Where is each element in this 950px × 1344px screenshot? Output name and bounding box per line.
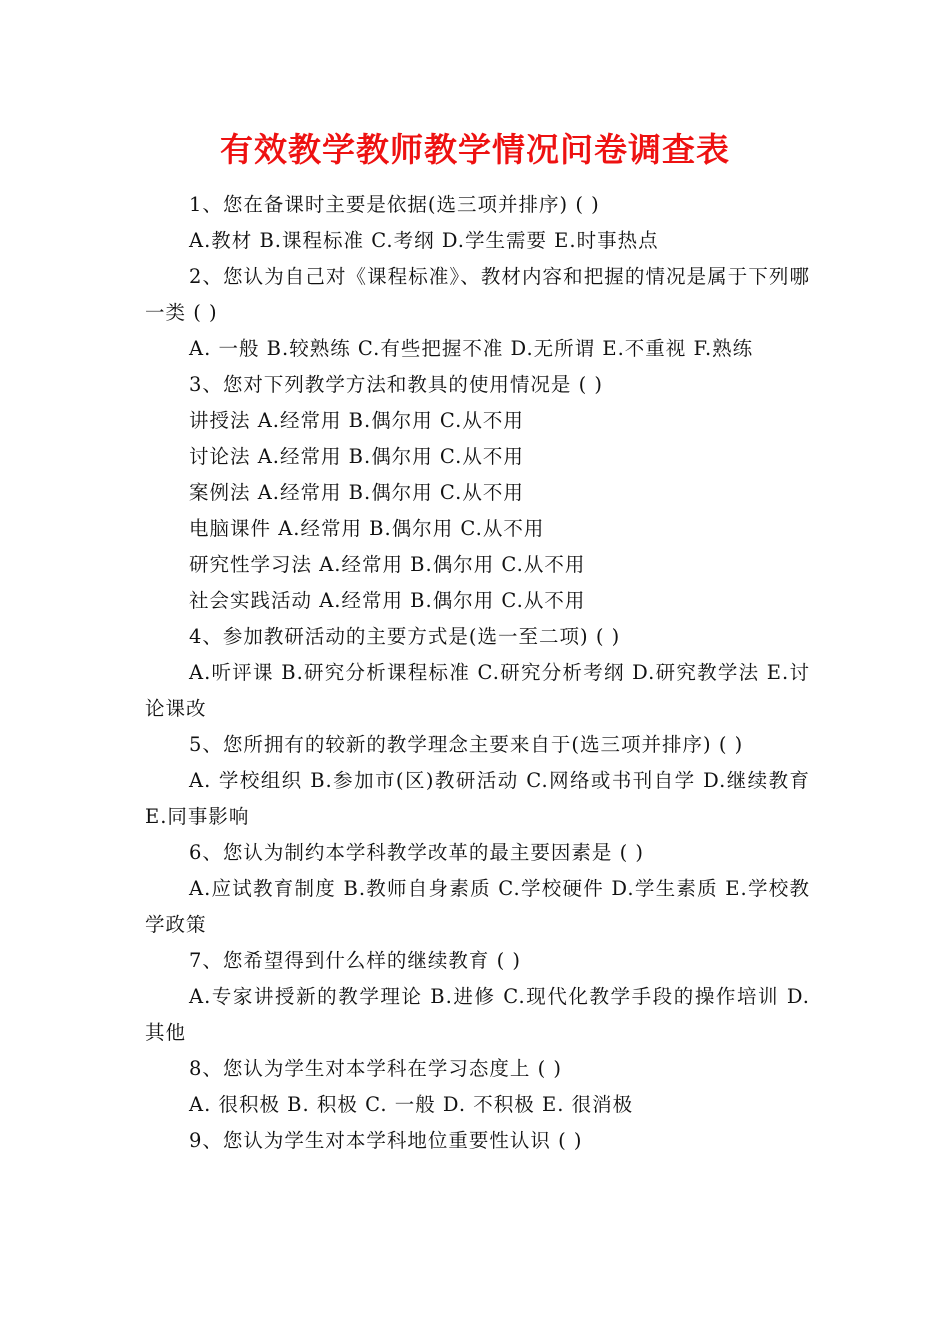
question-1: 1、您在备课时主要是依据(选三项并排序) ( ): [189, 193, 600, 216]
question-8: 8、您认为学生对本学科在学习态度上 ( ): [189, 1057, 563, 1080]
question-2: 2、您认为自己对《课程标准》、教材内容和把握的情况是属于下列哪一类 ( ): [145, 265, 810, 324]
question-3-item-research: 研究性学习法 A.经常用 B.偶尔用 C.从不用: [189, 553, 586, 576]
question-4-options: A.听评课 B.研究分析课程标准 C.研究分析考纲 D.研究教学法 E.讨论课改: [145, 661, 810, 720]
question-5-options: A. 学校组织 B.参加市(区)教研活动 C.网络或书刊自学 D.继续教育 E.同事影响: [145, 769, 810, 828]
question-7-options: A.专家讲授新的教学理论 B.进修 C.现代化教学手段的操作培训 D.其他: [145, 985, 810, 1044]
question-6-options: A.应试教育制度 B.教师自身素质 C.学校硬件 D.学生素质 E.学校教学政策: [145, 877, 810, 936]
question-3-item-lecture: 讲授法 A.经常用 B.偶尔用 C.从不用: [189, 409, 524, 432]
question-8-options: A. 很积极 B. 积极 C. 一般 D. 不积极 E. 很消极: [189, 1093, 634, 1116]
question-5: 5、您所拥有的较新的教学理念主要来自于(选三项并排序) ( ): [189, 733, 744, 756]
questionnaire-body: [145, 187, 810, 1159]
question-4: 4、参加教研活动的主要方式是(选一至二项) ( ): [189, 625, 621, 648]
page-title: 有效教学教师教学情况问卷调查表: [220, 130, 730, 169]
question-3: 3、您对下列教学方法和教具的使用情况是 ( ): [189, 373, 604, 396]
question-7: 7、您希望得到什么样的继续教育 ( ): [189, 949, 522, 972]
question-3-item-courseware: 电脑课件 A.经常用 B.偶尔用 C.从不用: [189, 517, 545, 540]
question-3-item-discussion: 讨论法 A.经常用 B.偶尔用 C.从不用: [189, 445, 524, 468]
question-3-item-case: 案例法 A.经常用 B.偶尔用 C.从不用: [189, 481, 524, 504]
question-3-item-practice: 社会实践活动 A.经常用 B.偶尔用 C.从不用: [189, 589, 586, 612]
question-9: 9、您认为学生对本学科地位重要性认识 ( ): [189, 1129, 583, 1152]
question-1-options: A.教材 B.课程标准 C.考纲 D.学生需要 E.时事热点: [189, 229, 659, 252]
question-2-options: A. 一般 B.较熟练 C.有些把握不准 D.无所谓 E.不重视 F.熟练: [189, 337, 754, 360]
question-6: 6、您认为制约本学科教学改革的最主要因素是 ( ): [189, 841, 645, 864]
